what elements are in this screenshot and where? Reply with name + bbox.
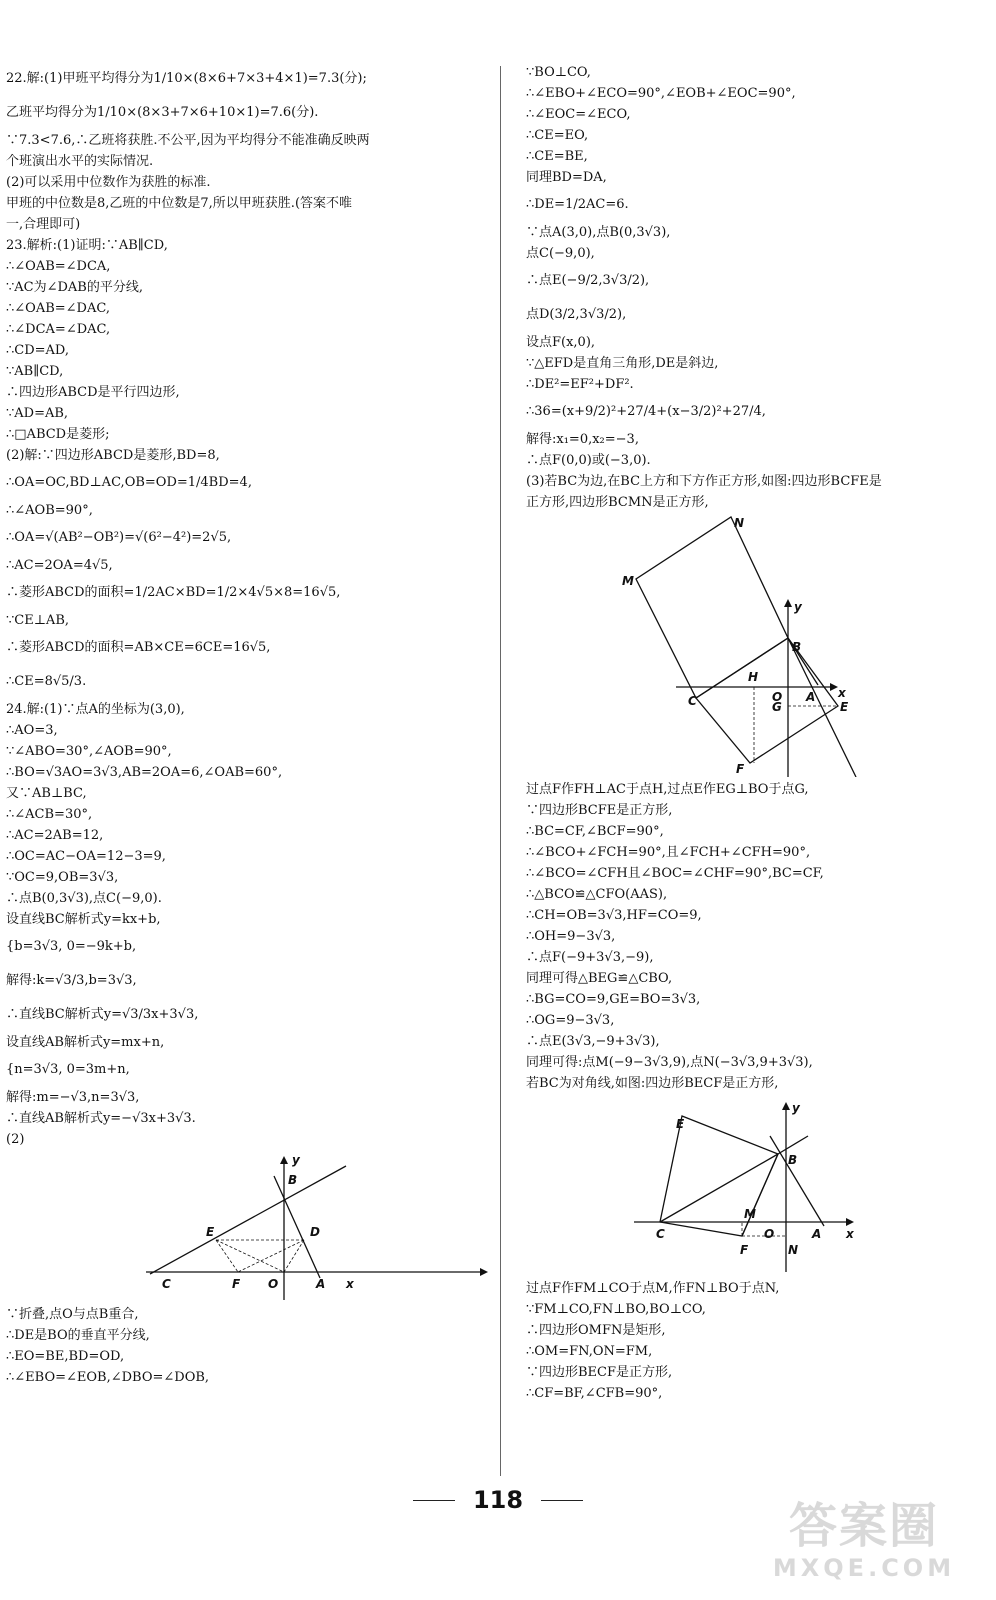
- fig3-label-n: N: [788, 1243, 799, 1257]
- fig3-x-arrow: [846, 1218, 854, 1226]
- fig3-square-becf: [660, 1116, 778, 1236]
- right-lines-line: ∴点F(0,0)或(−3,0).: [526, 453, 651, 468]
- footer-dash-left: [413, 1500, 455, 1501]
- fig3-y-arrow: [782, 1102, 790, 1110]
- page-number: 118: [472, 1486, 524, 1514]
- fig1-label-f: F: [232, 1277, 241, 1291]
- right-mid-lines-line: ∵四边形BCFE是正方形,: [526, 803, 673, 818]
- left-lines-line: ∴∠AOB=90°,: [6, 503, 93, 518]
- watermark-sub: MXQE.COM: [772, 1554, 956, 1582]
- right-mid-lines-line: 若BC为对角线,如图:四边形BECF是正方形,: [526, 1076, 779, 1091]
- left-column: [6, 62, 486, 1388]
- right-mid-lines-line: ∴OG=9−3√3,: [526, 1013, 615, 1028]
- right-end-lines-line: ∴CF=BF,∠CFB=90°,: [526, 1386, 663, 1401]
- right-mid-lines-line: ∴CH=OB=3√3,HF=CO=9,: [526, 908, 702, 923]
- right-lines-line: 正方形,四边形BCMN是正方形,: [526, 495, 709, 510]
- left-lines-line: ∴CE=8√5/3.: [6, 674, 87, 689]
- fig2-label-y: y: [794, 600, 802, 614]
- fig3-line-ab: [770, 1136, 824, 1226]
- fig1-seg-eo: [216, 1240, 284, 1272]
- watermark-main: 答案圈: [788, 1498, 939, 1554]
- fig1-y-arrow: [280, 1156, 288, 1164]
- left-lines-line: ∴∠OAB=∠DCA,: [6, 259, 111, 274]
- left-lines-line: ∴菱形ABCD的面积=AB×CE=6CE=16√5,: [6, 640, 271, 655]
- fig3-label-e: E: [676, 1117, 685, 1131]
- right-end-lines-line: ∴四边形OMFN是矩形,: [526, 1323, 666, 1338]
- right-mid-text: [526, 779, 996, 1094]
- right-lines-line: ∴CE=EO,: [526, 128, 589, 143]
- left-lines-line: ∵∠ABO=30°,∠AOB=90°,: [6, 744, 172, 759]
- fig2-label-g: G: [772, 700, 782, 714]
- left-text-block: [6, 62, 486, 1150]
- left-lines-line: ∴OC=AC−OA=12−3=9,: [6, 849, 166, 864]
- left-lines-line: ∴CD=AD,: [6, 343, 70, 358]
- left-lines-line: ∵CE⊥AB,: [6, 613, 70, 628]
- footer-dash-right: [541, 1500, 583, 1501]
- left-lines-line: ∴AC=2OA=4√5,: [6, 558, 113, 573]
- fig2-label-c: C: [688, 694, 697, 708]
- right-mid-lines-line: ∴△BCO≌△CFO(AAS),: [526, 887, 668, 902]
- right-mid-lines-line: 同理可得:点M(−9−3√3,9),点N(−3√3,9+3√3),: [526, 1055, 813, 1070]
- left-lines-line: ∵7.3<7.6,∴乙班将获胜.不公平,因为平均得分不能准确反映两: [6, 133, 370, 148]
- fig2-label-o: O: [772, 690, 783, 704]
- fig3-diag-cb: [660, 1154, 778, 1222]
- fig2-square-bcmn: [636, 517, 788, 698]
- right-lines-line: (3)若BC为边,在BC上方和下方作正方形,如图:四边形BCFE是: [526, 474, 882, 489]
- left-lines-line: 甲班的中位数是8,乙班的中位数是7,所以甲班获胜.(答案不唯: [6, 196, 353, 211]
- left-lines-line: ∴直线BC解析式y=√3/3x+3√3,: [6, 1007, 199, 1022]
- right-end-lines-line: 过点F作FM⊥CO于点M,作FN⊥BO于点N,: [526, 1281, 780, 1296]
- fig3-label-o: O: [764, 1227, 775, 1241]
- right-column: [526, 62, 996, 1404]
- fig1-label-y: y: [292, 1153, 300, 1167]
- fig3-label-a: A: [812, 1227, 822, 1241]
- right-lines-line: ∴∠EBO+∠ECO=90°,∠EOB+∠EOC=90°,: [526, 86, 796, 101]
- fig1-label-e: E: [206, 1225, 215, 1239]
- left-lines-line: 一,合理即可): [6, 217, 81, 232]
- left-lines-line: 个班演出水平的实际情况.: [6, 154, 154, 169]
- left-lines-line: ∴四边形ABCD是平行四边形,: [6, 385, 180, 400]
- right-lines-line: ∵△EFD是直角三角形,DE是斜边,: [526, 356, 719, 371]
- right-mid-lines-line: 过点F作FH⊥AC于点H,过点E作EG⊥BO于点G,: [526, 782, 809, 797]
- fig1-x-arrow: [480, 1268, 488, 1276]
- left-after-fig-line: ∵折叠,点O与点B重合,: [6, 1307, 139, 1322]
- left-lines-line: 解得:k=√3/3,b=3√3,: [6, 973, 137, 988]
- fig2-label-a: A: [806, 690, 816, 704]
- figure-diagonal-square: [526, 1096, 996, 1276]
- left-lines-line: ∴直线AB解析式y=−√3x+3√3.: [6, 1111, 196, 1126]
- left-lines-line: ∴菱形ABCD的面积=1/2AC×BD=1/2×4√5×8=16√5,: [6, 585, 341, 600]
- right-end-lines-line: ∵四边形BECF是正方形,: [526, 1365, 673, 1380]
- left-lines-line: ∵AD=AB,: [6, 406, 69, 421]
- left-lines-line: ∵OC=9,OB=3√3,: [6, 870, 119, 885]
- left-lines-line: 23.解析:(1)证明:∵AB∥CD,: [6, 238, 168, 253]
- fig1-seg-df: [238, 1240, 304, 1272]
- left-lines-line: 乙班平均得分为1/10×(8×3+7×6+10×1)=7.6(分).: [6, 105, 319, 120]
- right-lines-line: ∴CE=BE,: [526, 149, 588, 164]
- figure-two-squares: [526, 515, 996, 777]
- left-lines-line: ∴∠OAB=∠DAC,: [6, 301, 110, 316]
- fig2-label-h: H: [748, 670, 759, 684]
- right-end-lines-line: ∵FM⊥CO,FN⊥BO,BO⊥CO,: [526, 1302, 706, 1317]
- fig3-label-x: x: [846, 1227, 854, 1241]
- right-lines-line: ∴DE=1/2AC=6.: [526, 197, 629, 212]
- right-lines-line: ∵点A(3,0),点B(0,3√3),: [526, 225, 671, 240]
- left-lines-line: ∴OA=√(AB²−OB²)=√(6²−4²)=2√5,: [6, 530, 232, 545]
- right-lines-line: 解得:x₁=0,x₂=−3,: [526, 432, 639, 447]
- fig3-ext-cb: [778, 1136, 808, 1154]
- right-text-block: [526, 62, 996, 513]
- right-lines-line: ∵BO⊥CO,: [526, 65, 591, 80]
- right-lines-line: ∴∠EOC=∠ECO,: [526, 107, 631, 122]
- fig2-y-arrow: [784, 599, 792, 607]
- fig3-label-y: y: [792, 1101, 800, 1115]
- right-mid-lines-line: ∴BC=CF,∠BCF=90°,: [526, 824, 664, 839]
- left-after-figure: [6, 1304, 486, 1388]
- left-lines-line: ∵AB∥CD,: [6, 364, 64, 379]
- left-lines-line: 设直线BC解析式y=kx+b,: [6, 912, 161, 927]
- fig2-label-m: M: [622, 574, 634, 588]
- right-lines-line: 同理BD=DA,: [526, 170, 607, 185]
- left-lines-line: ∴OA=OC,BD⊥AC,OB=OD=1/4BD=4,: [6, 475, 252, 490]
- left-lines-line: ∴∠ACB=30°,: [6, 807, 93, 822]
- fig3-line-bf: [742, 1154, 778, 1236]
- right-lines-line: ∴DE²=EF²+DF².: [526, 377, 634, 392]
- fig3-label-f: F: [740, 1243, 749, 1257]
- right-lines-line: 点C(−9,0),: [526, 246, 595, 261]
- left-lines-line: ∴∠DCA=∠DAC,: [6, 322, 111, 337]
- left-lines-line: ∴BO=√3AO=3√3,AB=2OA=6,∠OAB=60°,: [6, 765, 283, 780]
- fig2-label-n: N: [734, 516, 745, 530]
- right-lines-line: ∴点E(−9/2,3√3/2),: [526, 273, 650, 288]
- fig2-label-e: E: [840, 700, 849, 714]
- left-lines-line: ∴点B(0,3√3),点C(−9,0).: [6, 891, 162, 906]
- right-end-lines-line: ∴OM=FN,ON=FM,: [526, 1344, 653, 1359]
- left-lines-line: ∴AC=2AB=12,: [6, 828, 104, 843]
- left-after-fig-line: ∴EO=BE,BD=OD,: [6, 1349, 125, 1364]
- right-mid-lines-line: ∴BG=CO=9,GE=BO=3√3,: [526, 992, 701, 1007]
- left-lines-line: 22.解:(1)甲班平均得分为1/10×(8×6+7×3+4×1)=7.3(分);: [6, 71, 367, 86]
- left-lines-line: 24.解:(1)∵点A的坐标为(3,0),: [6, 702, 185, 717]
- left-after-fig-line: ∴∠EBO=∠EOB,∠DBO=∠DOB,: [6, 1370, 210, 1385]
- left-lines-line: {n=3√3, 0=3m+n,: [6, 1062, 130, 1077]
- right-mid-lines-line: ∴∠BCO+∠FCH=90°,且∠FCH+∠CFH=90°,: [526, 845, 811, 860]
- left-lines-line: 又∵AB⊥BC,: [6, 786, 87, 801]
- fig1-label-c: C: [162, 1277, 171, 1291]
- right-lines-line: 设点F(x,0),: [526, 335, 596, 350]
- left-lines-line: (2): [6, 1132, 25, 1147]
- fig2-label-x: x: [838, 686, 846, 700]
- fig1-label-a: A: [316, 1277, 326, 1291]
- left-lines-line: ∴AO=3,: [6, 723, 58, 738]
- fig1-label-b: B: [288, 1173, 298, 1187]
- right-end-text: [526, 1278, 996, 1404]
- fig3-label-m: M: [744, 1207, 756, 1221]
- fig2-x-arrow: [830, 683, 838, 691]
- fig3-label-b: B: [788, 1153, 798, 1167]
- fig2-label-f: F: [736, 762, 745, 776]
- right-mid-lines-line: ∴点F(−9+3√3,−9),: [526, 950, 654, 965]
- figure-fold: [136, 1152, 496, 1302]
- right-lines-line: ∴36=(x+9/2)²+27/4+(x−3/2)²+27/4,: [526, 404, 766, 419]
- right-mid-lines-line: 同理可得△BEG≌△CBO,: [526, 971, 673, 986]
- left-lines-line: ∴□ABCD是菱形;: [6, 427, 110, 442]
- fig1-line-bc: [150, 1166, 346, 1274]
- left-lines-line: 设直线AB解析式y=mx+n,: [6, 1035, 165, 1050]
- right-mid-lines-line: ∴∠BCO=∠CFH且∠BOC=∠CHF=90°,BC=CF,: [526, 866, 824, 881]
- left-lines-line: (2)可以采用中位数作为获胜的标准.: [6, 175, 211, 190]
- right-lines-line: 点D(3/2,3√3/2),: [526, 307, 627, 322]
- watermark-logo: [744, 1498, 984, 1588]
- fig2-square-bcfe: [696, 638, 838, 763]
- left-lines-line: ∵AC为∠DAB的平分线,: [6, 280, 143, 295]
- left-lines-line: {b=3√3, 0=−9k+b,: [6, 939, 137, 954]
- left-after-fig-line: ∴DE是BO的垂直平分线,: [6, 1328, 150, 1343]
- right-mid-lines-line: ∴OH=9−3√3,: [526, 929, 616, 944]
- fig1-label-d: D: [310, 1225, 320, 1239]
- fig3-label-c: C: [656, 1227, 665, 1241]
- fig1-label-x: x: [346, 1277, 354, 1291]
- left-lines-line: 解得:m=−√3,n=3√3,: [6, 1090, 140, 1105]
- column-divider: [500, 66, 501, 1476]
- left-lines-line: (2)解:∵四边形ABCD是菱形,BD=8,: [6, 448, 220, 463]
- fig1-label-o: O: [268, 1277, 279, 1291]
- fig2-label-b: B: [792, 640, 802, 654]
- right-mid-lines-line: ∴点E(3√3,−9+3√3),: [526, 1034, 660, 1049]
